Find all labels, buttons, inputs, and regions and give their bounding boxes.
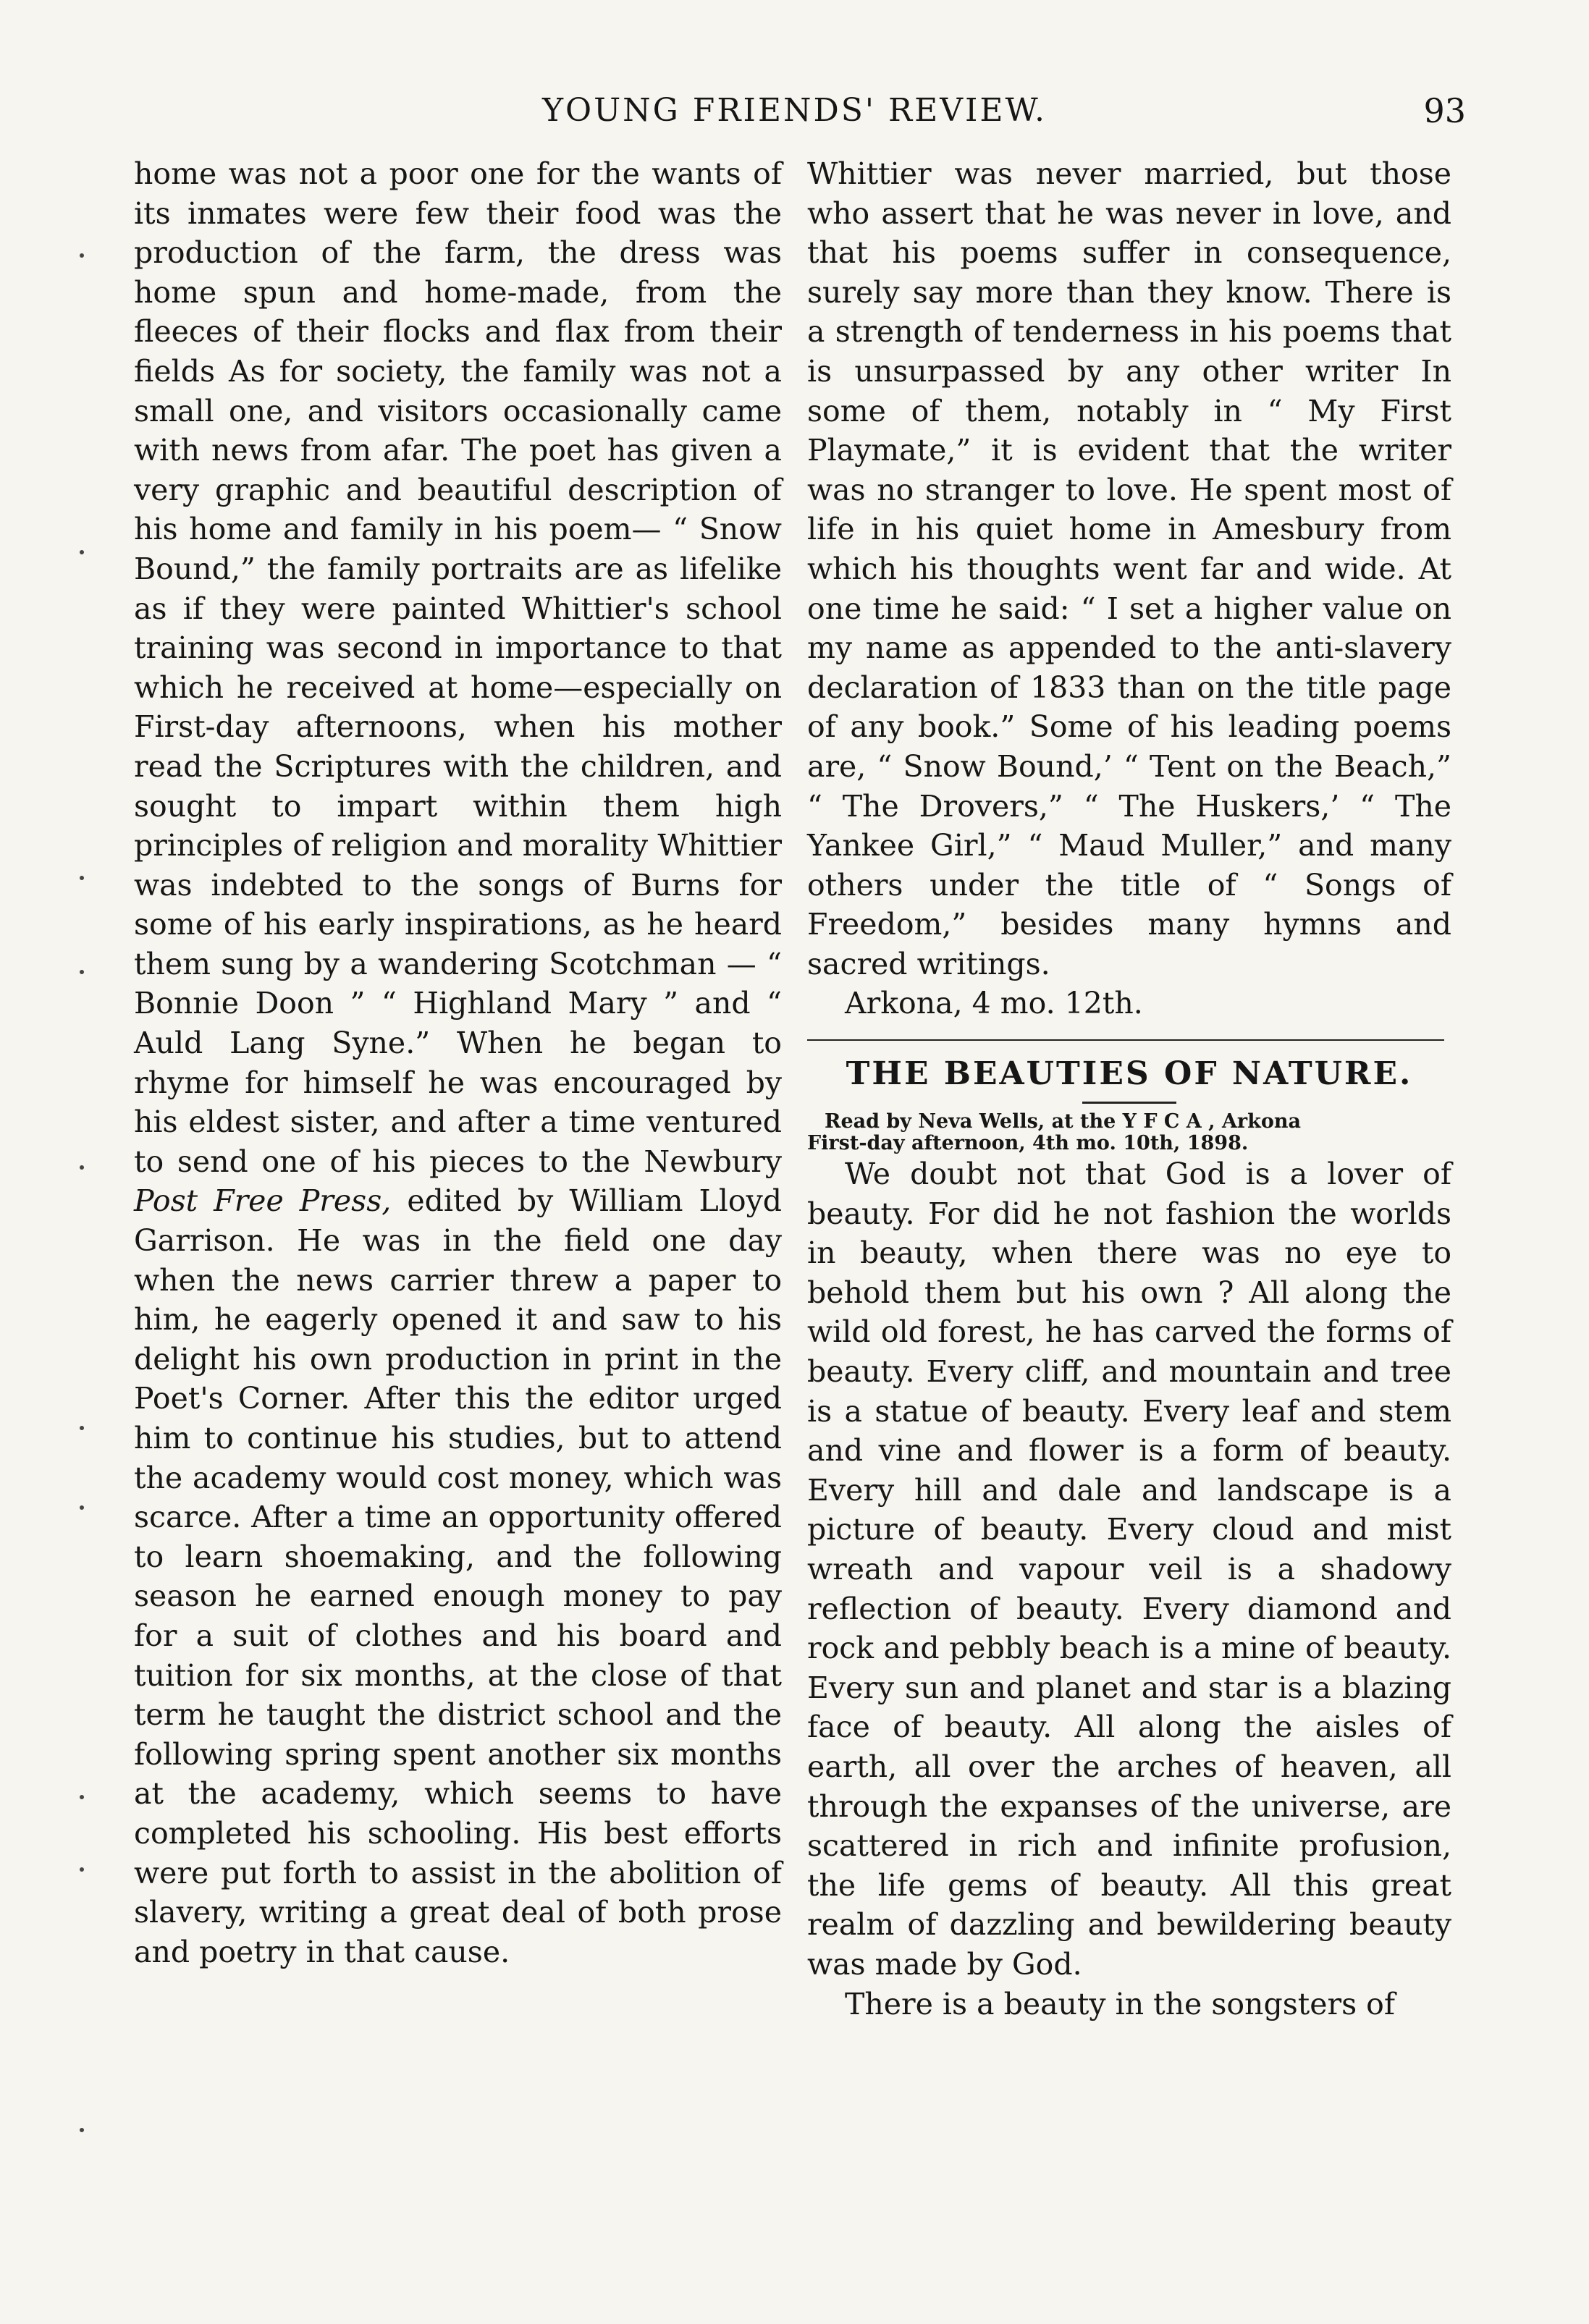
margin-mark: [80, 1505, 84, 1510]
margin-mark: [80, 2128, 84, 2132]
margin-mark: [80, 1426, 84, 1430]
page-number: 93: [1423, 91, 1466, 130]
margin-mark: [80, 876, 84, 880]
body-paragraph: We doubt not that God is a lover of beauty. For did he not fashion the worlds in beauty, when there was no eye to behold them but his own ? All along the wild old forest, he has carved the forms of beauty. Every cliff, and mountain and tree is a statue of beauty. Every leaf and stem and vine and flower is a form of beauty. Every hill and dale and landscape is a picture of beauty. Every cloud and mist wreath and vapour veil is a shadowy reflection of beauty. Every diamond and rock and pebbly beach is a mine of beauty. Every sun and planet and star is a blazing face of beauty. All along the aisles of earth, all over the arches of heaven, all through the expanses of the universe, are scattered in rich and infinite profusion, the life gems of beauty. All this great realm of dazzling and bewildering beauty was made by God.: [807, 1157, 1451, 1982]
byline: [807, 1111, 1451, 1154]
running-head: [0, 85, 1589, 136]
section-title: THE BEAUTIES OF NATURE.: [846, 1055, 1413, 1093]
margin-marks: [80, 246, 109, 2200]
section-divider: [807, 1039, 1444, 1041]
margin-mark: [80, 253, 84, 258]
paragraph-text: home was not a poor one for the wants of its inmates were few their food was the production of the farm, the dress was home spun and home-made, from the fleeces of their flocks and flax from their fields As for society, the family was not a small one, and visitors occasionally came with news from afar. The poet has given a very graphic and beautiful description of his home and family in his poem— “ Snow Bound,” the family portraits are as lifelike as if they were painted Whittier's school training was second in importance to that which he received at home—especially on First-day afternoons, when his mother read the Scriptures with the children, and sought to impart within them high principles of religion and morality Whittier was indebted to the songs of Burns for some of his early inspirations, as he heard them sung by a wandering Scotchman — “ Bonnie Doon ” “ Highland Mary ” and “ Auld Lang Syne.” When he began to rhyme for himself he was encouraged by his eldest sister, and after a time ventured to send one of his pieces to the Newbury: [134, 156, 782, 1179]
body-paragraph: [134, 154, 782, 1972]
byline-line: Read by Neva Wells, at the Y F C A , Arkona: [825, 1110, 1301, 1133]
right-column: [807, 154, 1451, 2024]
journal-title: YOUNG FRIENDS' REVIEW.: [541, 92, 1048, 129]
margin-mark: [80, 550, 84, 554]
margin-mark: [80, 1867, 84, 1872]
title-rule: [1082, 1102, 1176, 1104]
margin-mark: [80, 1795, 84, 1799]
margin-mark: [80, 970, 84, 974]
byline-line: First-day afternoon, 4th mo. 10th, 1898.: [807, 1132, 1249, 1155]
left-column: [134, 154, 782, 1972]
body-paragraph: There is a beauty in the songsters of: [845, 1986, 1396, 2021]
paragraph-text: edited by William Lloyd Garrison. He was in the field one day when the news carrier threw a paper to him, he eagerly opened it and saw to his delight his own production in print in the Poet's Corner. After this the editor urged him to continue his studies, but to attend the academy would cost money, which was scarce. After a time an opportunity offered to learn shoemaking, and the following season he earned enough money to pay for a suit of clothes and his board and tuition for six months, at the close of that term he taught the district school and the following spring spent another six months at the academy, which seems to have completed his schooling. His best efforts were put forth to assist in the abolition of slavery, writing a great deal of both prose and poetry in that cause.: [134, 1183, 782, 1969]
newspaper-title: Post Free Press,: [134, 1183, 392, 1219]
margin-mark: [80, 1165, 84, 1170]
signature: Arkona, 4 mo. 12th.: [845, 986, 1143, 1021]
body-paragraph: Whittier was never married, but those who assert that he was never in love, and that his poems suffer in consequence, surely say more than they know. There is a strength of tenderness in his poems that is unsurpassed by any other writer In some of them, notably in “ My First Playmate,” it is evident that the writer was no stranger to love. He spent most of life in his quiet home in Amesbury from which his thoughts went far and wide. At one time he said: “ I set a higher value on my name as appended to the anti-slavery declaration of 1833 than on the title page of any book.” Some of his leading poems are, “ Snow Bound,’ “ Tent on the Beach,” “ The Drovers,” “ The Huskers,’ “ The Yankee Girl,” “ Maud Muller,” and many others under the title of “ Songs of Freedom,” besides many hymns and sacred writings.: [807, 156, 1451, 981]
